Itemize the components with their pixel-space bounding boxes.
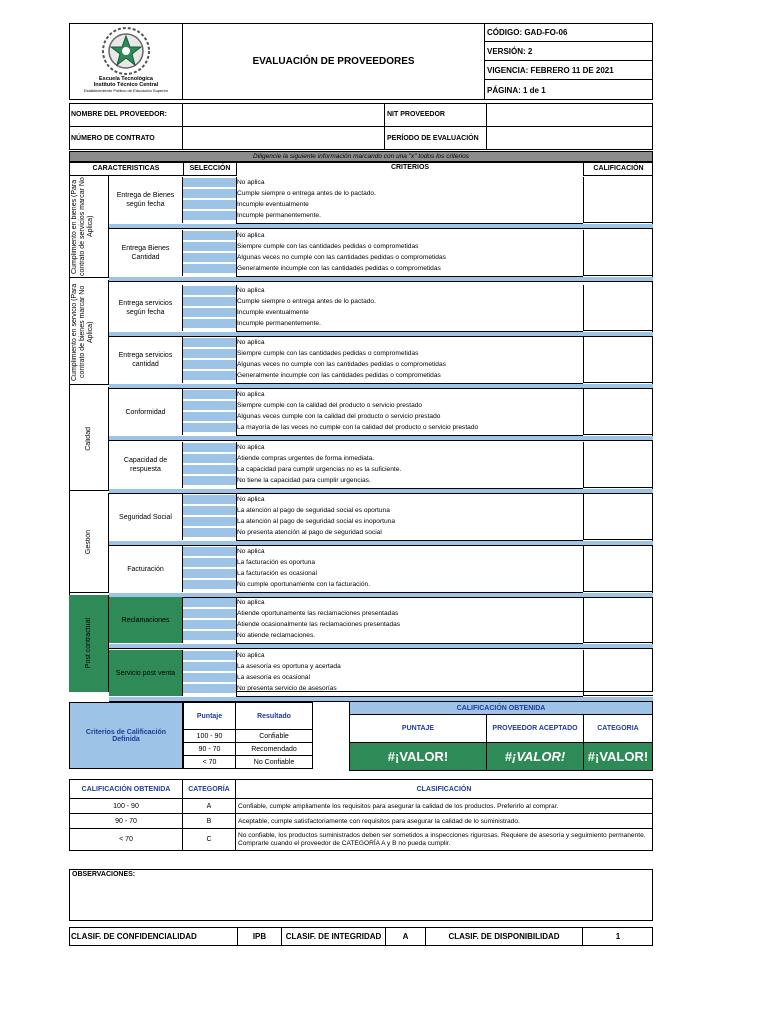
criterion-text: Incumple permanentemente. <box>237 212 321 219</box>
clas-rango-1: 100 - 90 <box>69 799 183 814</box>
selection-cell[interactable] <box>183 476 236 486</box>
criterion-text: No cumple oportunamente con la facturación. <box>237 581 371 588</box>
calificacion-cell[interactable] <box>583 442 653 488</box>
obtenida-categoria-h: CATEGORIA <box>584 715 653 743</box>
footer-integ-label: CLASIF. DE INTEGRIDAD <box>282 927 386 946</box>
page-title: EVALUACIÓN DE PROVEEDORES <box>183 23 485 100</box>
footer-disp-value: 1 <box>615 932 621 941</box>
resultado-row-2: Recomendado <box>236 743 313 756</box>
puntaje-row-1: 100 - 90 <box>183 730 236 743</box>
criterion-text: No aplica <box>237 179 265 186</box>
periodo-label: PERÍODO DE EVALUACIÓN <box>385 127 487 150</box>
selection-cell[interactable] <box>183 517 236 527</box>
group-calidad: Calidad <box>69 387 109 491</box>
selection-cell[interactable] <box>183 465 236 475</box>
logo-line-2: Instituto Técnico Central <box>93 82 159 88</box>
calificacion-cell[interactable] <box>583 230 653 276</box>
spacer-strip <box>109 332 653 337</box>
footer-integ-value: A <box>386 927 426 946</box>
clas-h1: CALIFICACIÓN OBTENIDA <box>69 779 183 799</box>
clas-h2: CATEGORÍA <box>183 779 236 799</box>
observaciones-label: OBSERVACIONES: <box>72 871 136 878</box>
selection-cell[interactable] <box>183 360 236 370</box>
criterion-text: Incumple eventualmente <box>237 309 309 316</box>
codigo-label: CÓDIGO: GAD-FO-06 <box>485 23 653 42</box>
th-criterios: CRITERIOS <box>390 164 430 171</box>
clas-cat-1: A <box>183 799 236 814</box>
proveedor-label: NOMBRE DEL PROVEEDOR: <box>69 103 183 127</box>
proveedor-field[interactable] <box>183 103 385 127</box>
criterion-text: La mayoría de las veces no cumple con la calidad del producto o servicio prestado <box>237 424 479 431</box>
th-seleccion: SELECCIÓN <box>183 162 237 176</box>
selection-cell[interactable] <box>183 297 236 307</box>
selection-cell[interactable] <box>183 286 236 296</box>
observaciones-field[interactable] <box>69 869 653 921</box>
institution-logo-icon <box>101 26 151 76</box>
spacer-strip <box>109 541 653 546</box>
criterion-text: La atención al pago de seguridad social es oportuna <box>237 507 390 514</box>
criterion-text: No presenta servicio de asesorías <box>237 685 337 692</box>
col-divider <box>236 230 237 276</box>
selection-cell[interactable] <box>183 662 236 672</box>
puntaje-row-2: 90 - 70 <box>183 743 236 756</box>
spacer-strip <box>109 489 653 494</box>
puntaje-header: Puntaje <box>183 702 236 730</box>
criterion-text: No aplica <box>237 652 265 659</box>
sub-criterion-name: Seguridad Social <box>109 494 183 540</box>
th-calificacion: CALIFICACIÓN <box>583 162 653 176</box>
col-divider <box>236 650 237 696</box>
sub-criterion-name: Servicio post venta <box>109 650 183 696</box>
col-divider <box>236 442 237 488</box>
selection-cell[interactable] <box>183 569 236 579</box>
selection-cell[interactable] <box>183 349 236 359</box>
selection-cell[interactable] <box>183 620 236 630</box>
nit-label: NIT PROVEEDOR <box>385 103 487 127</box>
col-divider <box>236 337 237 383</box>
selection-cell[interactable] <box>183 454 236 464</box>
selection-cell[interactable] <box>183 231 236 241</box>
calificacion-cell[interactable] <box>583 650 653 696</box>
obtenida-title: CALIFICACIÓN OBTENIDA <box>349 701 653 715</box>
criterion-text: No aplica <box>237 599 265 606</box>
criterios-def-title: Criterios de Calificación Definida <box>69 702 183 769</box>
clas-rango-2: 90 - 70 <box>69 814 183 829</box>
selection-cell[interactable] <box>183 178 236 188</box>
spacer-strip <box>109 277 653 282</box>
puntaje-row-3: < 70 <box>183 756 236 769</box>
sub-criterion-name: Conformidad <box>109 389 183 435</box>
obtenida-puntaje-h: PUNTAJE <box>349 715 487 743</box>
selection-cell[interactable] <box>183 253 236 263</box>
sub-criterion-name: Reclamaciones <box>109 597 183 643</box>
criterion-text: No aplica <box>237 444 265 451</box>
col-divider <box>236 546 237 592</box>
selection-cell[interactable] <box>183 390 236 400</box>
clas-desc-2: Aceptable, cumple satisfactoriamente con requisitos para asegurar la calidad de lo suministrado. <box>236 814 653 829</box>
sub-criterion-name: Entrega Bienes Cantidad <box>109 230 183 276</box>
selection-cell[interactable] <box>183 371 236 381</box>
clas-cat-2: B <box>183 814 236 829</box>
criterion-text: Incumple eventualmente <box>237 201 309 208</box>
calificacion-cell[interactable] <box>583 177 653 223</box>
criterion-text: No aplica <box>237 339 265 346</box>
footer-conf-label: CLASIF. DE CONFIDENCIALIDAD <box>69 927 238 946</box>
selection-cell[interactable] <box>183 684 236 694</box>
criterion-text: La capacidad para cumplir urgencias no es la suficiente. <box>237 466 402 473</box>
selection-cell[interactable] <box>183 412 236 422</box>
selection-cell[interactable] <box>183 631 236 641</box>
selection-cell[interactable] <box>183 673 236 683</box>
selection-cell[interactable] <box>183 598 236 608</box>
footer-disp-label: CLASIF. DE DISPONIBILIDAD <box>426 927 583 946</box>
selection-cell[interactable] <box>183 506 236 516</box>
criterion-text: Algunas veces no cumple con las cantidades pedidas o comprometidas <box>237 254 446 261</box>
criterion-text: No atiende reclamaciones. <box>237 632 316 639</box>
selection-cell[interactable] <box>183 609 236 619</box>
clas-cat-3: C <box>183 829 236 851</box>
resultado-row-1: Confiable <box>236 730 313 743</box>
logo-line-3: Establecimiento Público de Educación Superior <box>83 88 169 93</box>
selection-cell[interactable] <box>183 495 236 505</box>
selection-cell[interactable] <box>183 558 236 568</box>
criterion-text: No aplica <box>237 232 265 239</box>
sub-criterion-name: Capacidad de respuesta <box>109 442 183 488</box>
criterion-text: Algunas veces no cumple con las cantidades pedidas o comprometidas <box>237 361 446 368</box>
criterion-text: No aplica <box>237 548 265 555</box>
sub-criterion-name: Entrega de Bienes según fecha <box>109 177 183 223</box>
criterion-text: Cumple siempre o entrega antes de lo pactado. <box>237 190 376 197</box>
contrato-label: NÚMERO DE CONTRATO <box>69 127 183 150</box>
criterion-text: No presenta atención al pago de seguridad social <box>237 529 382 536</box>
criterion-text: Atiende compras urgentes de forma inmediata. <box>237 455 375 462</box>
col-divider <box>236 285 237 331</box>
col-divider <box>236 494 237 540</box>
selection-cell[interactable] <box>183 443 236 453</box>
clas-rango-3: < 70 <box>69 829 183 851</box>
selection-cell[interactable] <box>183 547 236 557</box>
criterion-text: Algunas veces cumple con la calidad del producto o servicio prestado <box>237 413 441 420</box>
selection-cell[interactable] <box>183 651 236 661</box>
obtenida-aceptado-h: PROVEEDOR ACEPTADO <box>487 715 584 743</box>
criterion-text: No aplica <box>237 496 265 503</box>
selection-cell[interactable] <box>183 264 236 274</box>
spacer-strip <box>109 224 653 229</box>
col-divider <box>236 389 237 435</box>
selection-cell[interactable] <box>183 401 236 411</box>
criterion-text: No aplica <box>237 287 265 294</box>
instruction-bar: Diligencie la siguiente información marcando con una "x" todos los criterios <box>69 151 653 162</box>
contrato-field[interactable] <box>183 127 385 150</box>
version-label: VERSIÓN: 2 <box>485 42 653 61</box>
group-post: Post contractual <box>69 595 109 692</box>
calificacion-cell[interactable] <box>583 597 653 643</box>
selection-cell[interactable] <box>183 423 236 433</box>
criterion-text: Incumple permanentemente. <box>237 320 321 327</box>
criterion-text: Generalmente incumple con las cantidades pedidas o comprometidas <box>237 265 441 272</box>
col-divider <box>236 177 237 223</box>
sub-criterion-name: Entrega servicios cantidad <box>109 337 183 383</box>
group-servicio: Cumplimiento en servicio (Para contrato de bienes marcar No Aplica) <box>69 280 109 385</box>
criterion-text: Atiende oportunamente las reclamaciones presentadas <box>237 610 399 617</box>
th-caracteristicas: CARACTERISTICAS <box>69 162 183 176</box>
sub-criterion-name: Entrega servicios según fecha <box>109 285 183 331</box>
criterion-text: La asesoría es ocasional <box>237 674 310 681</box>
clas-desc-1: Confiable, cumple ampliamente los requisitos para asegurar la calidad de los productos. Preferirlo al comprar. <box>236 799 653 814</box>
calificacion-cell[interactable] <box>583 546 653 592</box>
selection-cell[interactable] <box>183 319 236 329</box>
calificacion-cell[interactable] <box>583 389 653 435</box>
selection-cell[interactable] <box>183 189 236 199</box>
criterion-text: Siempre cumple con la calidad del producto o servicio prestado <box>237 402 423 409</box>
obtenida-categoria-value: #¡VALOR! <box>584 743 653 771</box>
sub-criterion-name: Facturación <box>109 546 183 592</box>
selection-cell[interactable] <box>183 580 236 590</box>
footer-conf-value: IPB <box>238 927 282 946</box>
nit-field[interactable] <box>487 103 653 127</box>
clas-desc-3: No confiable, los productos suministrados deben ser sometidos a inspecciones rigurosas. Requiere de asesoría y seguimiento permanente. Comprarle cuando el proveedor de CATEGORÍA A y B no pueda cumplir. <box>236 829 653 851</box>
logo-area <box>69 23 183 100</box>
spacer-strip <box>109 644 653 649</box>
criterion-text: Siempre cumple con las cantidades pedidas o comprometidas <box>237 243 419 250</box>
criterion-text: Generalmente incumple con las cantidades pedidas o comprometidas <box>237 372 441 379</box>
group-gestion: Gestión <box>69 493 109 593</box>
criterion-text: Siempre cumple con las cantidades pedidas o comprometidas <box>237 350 419 357</box>
selection-cell[interactable] <box>183 200 236 210</box>
col-divider <box>236 597 237 643</box>
criterion-text: Atiende ocasionalmente las reclamaciones presentadas <box>237 621 401 628</box>
selection-cell[interactable] <box>183 308 236 318</box>
calificacion-cell[interactable] <box>583 337 653 383</box>
criterion-text: La asesoría es oportuna y acertada <box>237 663 341 670</box>
criterion-text: La facturación es ocasional <box>237 570 317 577</box>
clas-h3: CLASIFICACIÓN <box>236 779 653 799</box>
criterion-text: No aplica <box>237 391 265 398</box>
spacer-strip <box>109 436 653 441</box>
criterion-text: No tiene la capacidad para cumplir urgencias. <box>237 477 371 484</box>
vigencia-label: VIGENCIA: FEBRERO 11 DE 2021 <box>485 61 653 80</box>
obtenida-aceptado-value: #¡VALOR! <box>487 743 584 771</box>
obtenida-puntaje-value: #¡VALOR! <box>349 743 487 771</box>
selection-cell[interactable] <box>183 211 236 221</box>
resultado-row-3: No Confiable <box>236 756 313 769</box>
calificacion-cell[interactable] <box>583 285 653 331</box>
selection-cell[interactable] <box>183 528 236 538</box>
group-bienes: Cumplimiento en bienes (Para contrato de servicios marcar No Aplica) <box>69 176 109 278</box>
selection-cell[interactable] <box>183 242 236 252</box>
spacer-strip <box>109 384 653 389</box>
resultado-header: Resultado <box>236 702 313 730</box>
calificacion-cell[interactable] <box>583 494 653 540</box>
logo-line-1: Escuela Tecnológica <box>98 76 153 82</box>
criterion-text: La atención al pago de seguridad social es inoportuna <box>237 518 395 525</box>
periodo-field[interactable] <box>487 127 653 150</box>
pagina-label: PÁGINA: 1 de 1 <box>487 85 546 95</box>
selection-cell[interactable] <box>183 338 236 348</box>
criterion-text: La facturación es oportuna <box>237 559 316 566</box>
criterion-text: Cumple siempre o entrega antes de lo pactado. <box>237 298 376 305</box>
